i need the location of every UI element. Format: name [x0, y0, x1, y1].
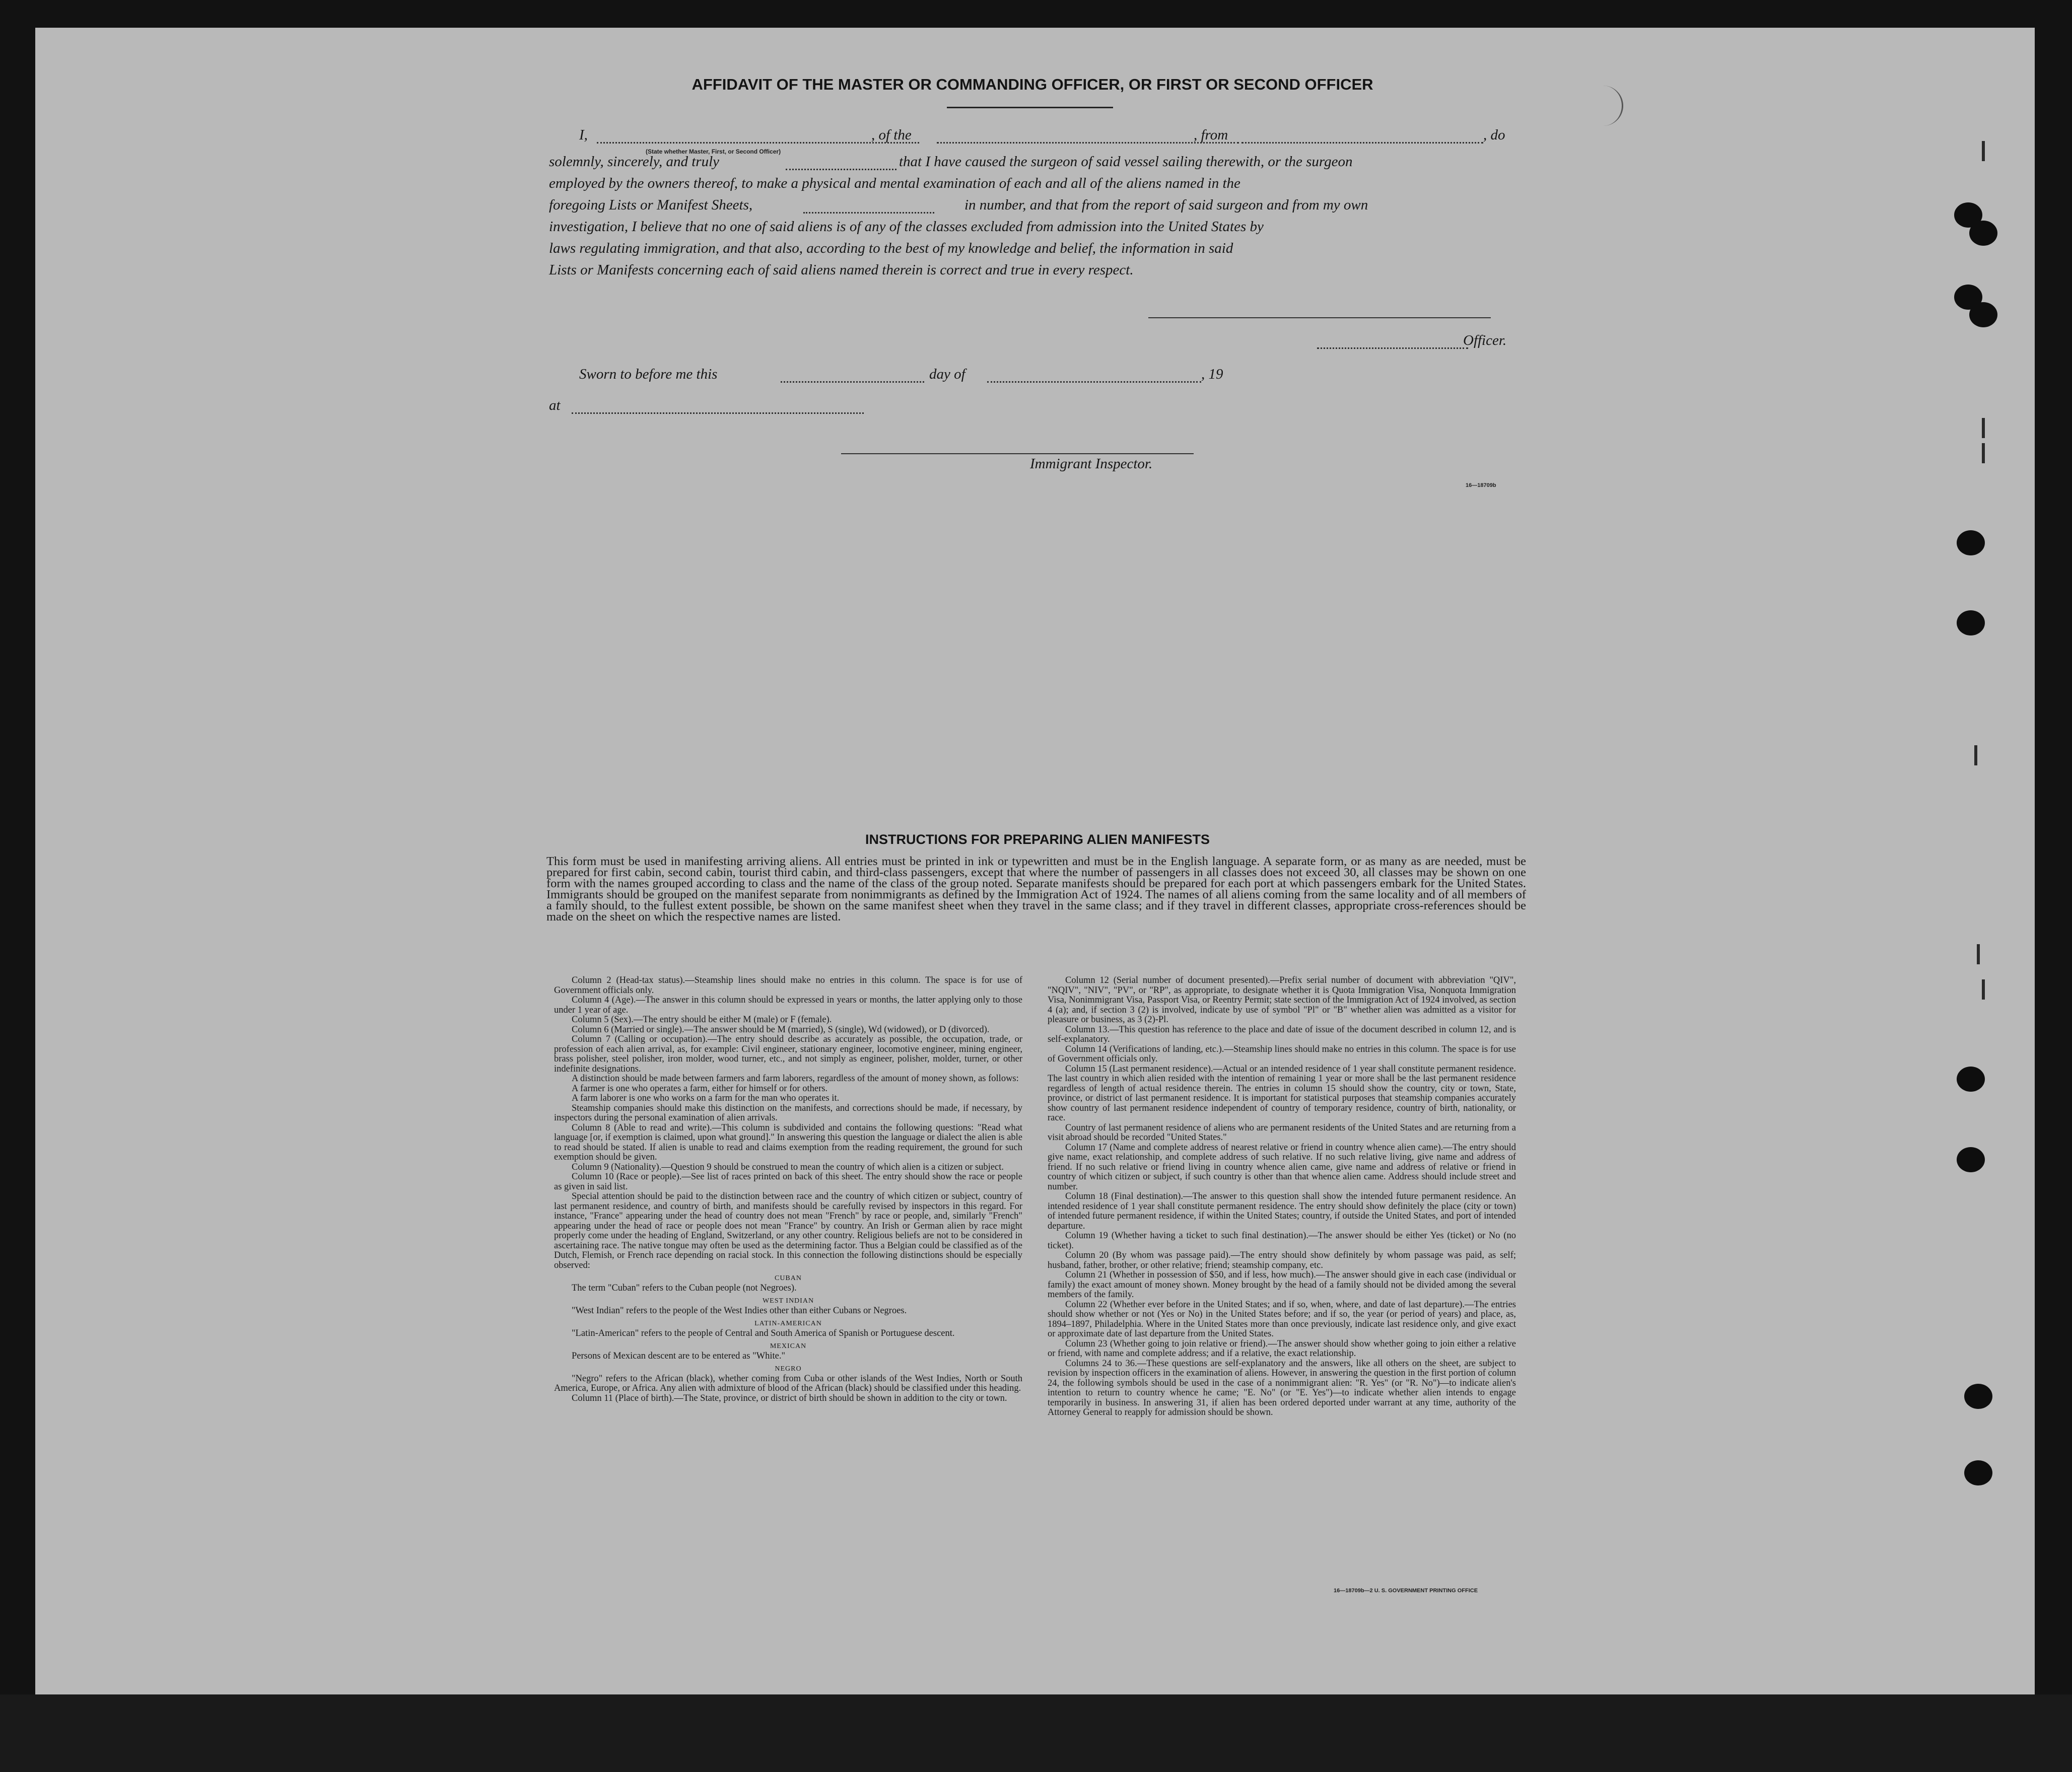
instruction-paragraph: Column 11 (Place of birth).—The State, province, or district of birth should be shown in addition to the city or town.: [572, 1393, 1007, 1403]
instruction-paragraph: Column 5 (Sex).—The entry should be either M (male) or F (female).: [572, 1015, 832, 1025]
blank-field-officer[interactable]: [597, 142, 919, 144]
form-code: 16—18709b: [1466, 482, 1496, 488]
text-of-the: , of the: [871, 127, 912, 143]
text: foregoing Lists or Manifest Sheets,: [549, 197, 753, 213]
instruction-paragraph: A farmer is one who operates a farm, either for himself or for others.: [572, 1083, 828, 1094]
affidavit-line-7: [549, 262, 1521, 284]
text-i: I,: [579, 127, 588, 143]
affidavit-line-6: [549, 240, 1521, 262]
instruction-paragraph: Column 23 (Whether going to join relative or friend).—The answer should show whether going to join either a relative or friend, with name and complete address; and if a relative, the exact relationship.: [1048, 1338, 1516, 1359]
instruction-paragraph: Column 8 (Able to read and write).—This column is subdivided and contains the following questions: "Read what language [or, if exemption is claimed, upon what ground]." In answering this question the language or dialect the alien is able to read should be stated. If alien is unable to read and claims exemption from the reading requirement, the ground for such exemption should be given.: [554, 1122, 1022, 1162]
instruction-paragraph: A farm laborer is one who works on a farm for the man who operates it.: [572, 1093, 840, 1103]
punch-hole-icon: [1969, 221, 1997, 246]
text: at: [549, 397, 561, 413]
instruction-paragraph: Column 15 (Last permanent residence).—Actual or an intended residence of 1 year shall constitute permanent residence. The last country in which alien resided with the intention of remaining 1 year or more shall be the last permanent residence regardless of length of actual residence therein. The entries in column 15 should show the country, city or town, State, province, or district of last permanent residence. It is important for statistical purposes that steamship companies accurately show country of last permanent residence independent of country of temporary residence, country of birth, nationality, or race.: [1048, 1064, 1516, 1123]
punch-hole-icon: [1957, 610, 1985, 635]
printing-office-footer: 16—18709b—2 U. S. GOVERNMENT PRINTING OFFICE: [1334, 1588, 1478, 1594]
text: in number, and that from the report of said surgeon and from my own: [964, 197, 1368, 213]
text: , 19: [1201, 366, 1223, 382]
margin-tick: [1982, 443, 1985, 463]
instruction-paragraph: Column 14 (Verifications of landing, etc.).—Steamship lines should make no entries in this column. The space is for use of Government officials only.: [1048, 1044, 1516, 1064]
instruction-paragraph: Column 4 (Age).—The answer in this column should be expressed in years or months, the latter applying only to those under 1 year of age.: [554, 995, 1022, 1015]
instruction-paragraph: Column 9 (Nationality).—Question 9 should be construed to mean the country of which alien is a citizen or subject.: [572, 1162, 1004, 1172]
affidavit-line-3: [549, 175, 1521, 197]
sworn-line: [549, 366, 1521, 388]
blank-field-place[interactable]: [572, 412, 864, 414]
blank-field-month[interactable]: [987, 381, 1201, 383]
instruction-paragraph: Columns 24 to 36.—These questions are self-explanatory and the answers, like all others on the sheet, are subject to revision by inspection officers in the examination of aliens. However, in answering the question in the first portion of column 24, the following symbols should be used in the case of a nonimmigrant alien: "R. Yes" (or "R. No")—to indicate alien's intention to return to country whence he came; "E. No" (or "E. Yes")—to indicate whether alien intends to engage temporarily in business. In answering 31, if alien has been ordered deported under warrant at any time, authority of the Attorney General to reapply for admission should be shown.: [1048, 1358, 1516, 1417]
title-underline: [947, 107, 1113, 108]
text-from: , from: [1194, 127, 1228, 143]
margin-tick: [1982, 141, 1985, 161]
instructions-title: INSTRUCTIONS FOR PREPARING ALIEN MANIFESTS: [865, 832, 1210, 847]
text: employed by the owners thereof, to make a physical and mental examination of each and all of the aliens named in the: [549, 175, 1240, 191]
instruction-paragraph: Steamship companies should make this distinction on the manifests, and corrections should be made, if necessary, by inspectors during the personal examination of alien arrivals.: [554, 1103, 1022, 1123]
text: solemnly, sincerely, and truly: [549, 154, 720, 170]
instructions-left-column: [554, 976, 1022, 1583]
text: laws regulating immigration, and that also, according to the best of my knowledge and belief, the information in said: [549, 240, 1233, 256]
instructions-intro: This form must be used in manifesting arriving aliens. All entries must be printed in ink or typewritten and must be in the English language. A separate form, or as many as are needed, must be prepared for first cabin, second cabin, tourist third cabin, and third-class passengers, except that where the number of passengers in all classes does not exceed 30, all classes may be shown on one form with the names grouped according to class and the name of the class of the group noted. Separate manifests should be prepared for each port at which passengers embark for the United States. Immigrants should be grouped on the manifest separate from nonimmigrants as defined by the Immigration Act of 1924. The names of all aliens coming from the same locality and of all members of a family should, to the fullest extent possible, be shown on the same manifest sheet when they travel in the same class; and if they travel in different classes, appropriate cross-references should be made on the sheet on which the respective names are listed.: [546, 856, 1526, 924]
instruction-paragraph: Column 13.—This question has reference to the place and date of issue of the document described in column 12, and is self-explanatory.: [1048, 1024, 1516, 1044]
instruction-paragraph: Column 19 (Whether having a ticket to such final destination).—The answer should be either Yes (ticket) or No (no ticket).: [1048, 1231, 1516, 1251]
definition-heading: MEXICAN: [770, 1342, 807, 1350]
instruction-paragraph: A distinction should be made between farmers and farm laborers, regardless of the amount of money shown, as follows:: [572, 1074, 1019, 1084]
text: day of: [929, 366, 965, 382]
definition-text: "Negro" refers to the African (black), whether coming from Cuba or other islands of the West Indies, North or South America, Europe, or Africa. Any alien with admixture of blood of the African (black) should be classified under this heading.: [554, 1373, 1022, 1393]
definition-text: Persons of Mexican descent are to be entered as "White.": [572, 1351, 786, 1361]
instruction-paragraph: Column 12 (Serial number of document presented).—Prefix serial number of document with abbreviation "QIV", "NQIV", "NIV", "PV", or "RP", as appropriate, to designate whether it is Quota Immigration Visa, Nonquota Immigration Visa, Nonimmigrant Visa, Passport Visa, or Reentry Permit; state section of the Immigration Act of 1924 involved, as section 4 (a); and, if section 3 (2) is involved, indicate by use of symbol "Pl" or "B" whether alien was admitted as a visitor for pleasure or business, as 3 (2)-Pl.: [1048, 976, 1516, 1025]
instructions-right-column: [1048, 976, 1516, 1583]
affidavit-line-4: [549, 197, 1521, 219]
definition-text: "Latin-American" refers to the people of Central and South America of Spanish or Portuguese descent.: [572, 1328, 955, 1338]
signature-line-1[interactable]: [1148, 317, 1491, 318]
instruction-paragraph: Column 10 (Race or people).—See list of races printed on back of this sheet. The entry should show the race or people as given in said list.: [554, 1172, 1022, 1192]
instruction-paragraph: Column 17 (Name and complete address of nearest relative or friend in country whence alien came).—The entry should give name, exact relationship, and complete address of such relative. If no such relative living, give name and address of friend. If no such relative or friend living in country whence alien came, give name and address of relative or friend in country of which citizen or subject, if such country is other than that whence alien came. Address should include street and number.: [1048, 1142, 1516, 1192]
instruction-paragraph: Column 18 (Final destination).—The answer to this question shall show the intended future permanent residence. An intended residence of 1 year shall constitute permanent residence. The entry should show definitely the place (city or town) of intended future permanent residence, if within the United States; country, if outside the United States, and port of intended departure.: [1048, 1191, 1516, 1231]
margin-tick: [1982, 418, 1985, 438]
instruction-paragraph: Column 6 (Married or single).—The answer should be M (married), S (single), Wd (widowed), or D (divorced).: [572, 1024, 990, 1035]
officer-label: Officer.: [1463, 332, 1507, 348]
signature-line-2[interactable]: [1317, 347, 1468, 349]
punch-hole-icon: [1957, 530, 1985, 555]
punch-hole-icon: [1957, 1067, 1985, 1092]
punch-hole-icon: [1964, 1384, 1992, 1409]
definition-heading: LATIN-AMERICAN: [754, 1320, 822, 1327]
text: investigation, I believe that no one of said aliens is of any of the classes excluded from admission into the United States by: [549, 219, 1264, 235]
punch-hole-icon: [1969, 302, 1997, 327]
blank-field-from[interactable]: [1241, 142, 1483, 144]
text: Lists or Manifests concerning each of said aliens named therein is correct and true in every respect.: [549, 262, 1134, 278]
at-line: [549, 397, 1521, 419]
instruction-paragraph: Column 22 (Whether ever before in the United States; and if so, when, where, and date of last departure).—The entries should show whether or not (Yes or No) in the United States before; and if so, the year (or period of years) and place, as, 1894–1897, Philadelphia. Where in the United States more than once previously, indicate last residence only, and give exact or approximate date of last departure from the United States.: [1048, 1299, 1516, 1339]
instruction-paragraph: Column 21 (Whether in possession of $50, and if less, how much).—The answer should give in each case (individual or family) the exact amount of money shown. Money brought by the head of a family should not be divided among the several members of the family.: [1048, 1270, 1516, 1300]
inspector-label: Immigrant Inspector.: [1030, 456, 1153, 472]
inspector-signature-line[interactable]: [841, 453, 1194, 454]
margin-tick: [1977, 944, 1980, 964]
definition-text: "West Indian" refers to the people of the West Indies other than either Cubans or Negroes.: [572, 1305, 907, 1316]
instruction-paragraph: Column 7 (Calling or occupation).—The entry should describe as accurately as possible, the occupation, trade, or profession of each alien arrival, as, for example: Civil engineer, stationary engineer, locomotive engineer, mining engineer, brass polisher, steel polisher, iron molder, wood turner, etc., and not simply as engineer, polisher, molder, turner, or other indefinite designations.: [554, 1034, 1022, 1074]
definition-text: The term "Cuban" refers to the Cuban people (not Negroes).: [572, 1283, 797, 1293]
blank-field-day[interactable]: [781, 381, 924, 383]
punch-hole-icon: [1964, 1460, 1992, 1485]
instruction-paragraph: Column 20 (By whom was passage paid).—The entry should show definitely by whom passage was paid, as self; husband, father, brother, or other relative; friend; steamship company, etc.: [1048, 1250, 1516, 1270]
affidavit-line-2: [549, 154, 1521, 176]
definition-heading: NEGRO: [775, 1365, 802, 1373]
margin-tick: [1974, 745, 1977, 765]
text: that I have caused the surgeon of said vessel sailing therewith, or the surgeon: [899, 154, 1353, 170]
state-officer-note: (State whether Master, First, or Second Officer): [646, 148, 781, 155]
margin-tick: [1982, 979, 1985, 1000]
affidavit-line-5: [549, 219, 1521, 241]
instruction-paragraph: Special attention should be paid to the distinction between race and the country of which citizen or subject, country of last permanent residence, and country of birth, and manifests should be carefully revised by inspectors in this regard. For instance, "France" appearing under the head of country does not mean "French" by race or people, and, similarly "French" appearing under the head of race or people does not mean "France" by country. An Irish or German alien by race might properly come under the heading of England, Switzerland, or any other country. Religious beliefs are not to be considered in ascertaining race. The native tongue may often be used as the determining factor. Thus a Belgian could be classified as of the Dutch, Flemish, or French race depending on racial stock. In this connection the following distinctions should be especially observed:: [554, 1191, 1022, 1270]
punch-hole-icon: [1957, 1147, 1985, 1172]
text-do: , do: [1483, 127, 1505, 143]
definition-heading: CUBAN: [774, 1274, 802, 1282]
text: Sworn to before me this: [579, 366, 718, 382]
blank-field-swear[interactable]: [786, 169, 896, 170]
scan-border: [0, 1694, 2072, 1772]
affidavit-title: AFFIDAVIT OF THE MASTER OR COMMANDING OFFICER, OR FIRST OR SECOND OFFICER: [692, 76, 1373, 93]
instruction-paragraph: Country of last permanent residence of aliens who are permanent residents of the United States and are returning from a visit abroad should be recorded "United States.": [1048, 1122, 1516, 1143]
definition-heading: WEST INDIAN: [762, 1297, 814, 1305]
affidavit-line-1: [549, 127, 1521, 149]
instruction-paragraph: Column 2 (Head-tax status).—Steamship lines should make no entries in this column. The space is for use of Government officials only.: [554, 976, 1022, 996]
blank-field-number[interactable]: [803, 212, 934, 214]
